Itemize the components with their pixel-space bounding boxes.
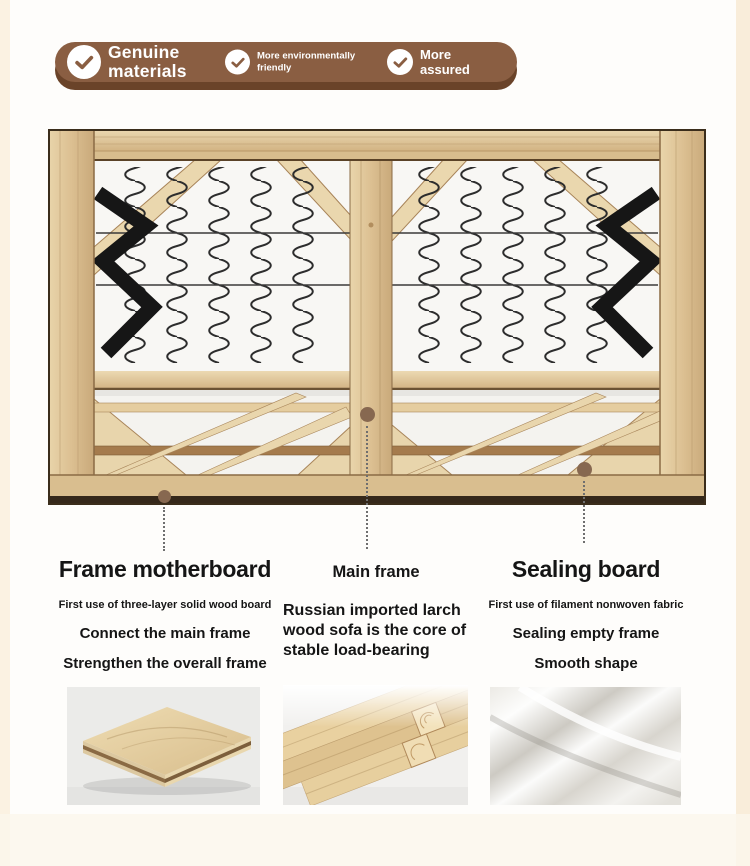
badge-more-assured [387,47,482,77]
marker-dot-main-frame [360,407,375,422]
section-point: Smooth shape [534,655,638,672]
footer-tint [0,814,750,866]
fabric-photo [490,687,681,805]
badge-genuine-materials [67,43,196,81]
section-point: Sealing empty frame [512,625,660,642]
check-icon [387,49,413,75]
section-description: Russian imported larch wood sofa is the core of stable load-bearing [283,602,467,659]
bottom-rail [48,475,706,505]
section-heading: Main frame [332,563,420,581]
sofa-frame-photo [48,129,706,505]
section-subheading: First use of filament nonwoven fabric [488,599,684,611]
section-point: Connect the main frame [79,625,251,642]
check-icon [225,50,250,75]
section-heading: Sealing board [511,556,661,582]
section-subheading: First use of three-layer solid wood board [58,599,272,611]
section-point: Strengthen the overall frame [63,655,267,672]
nonwoven-fabric [490,687,681,805]
leader-line-sealing-board [583,481,585,543]
leader-line-main-frame [366,426,368,549]
marker-dot-frame-motherboard [158,490,171,503]
feature-banner [55,42,517,82]
check-icon [67,45,101,79]
board-photo [67,687,260,805]
section-main-frame [283,556,469,661]
badge-label: More assured [420,47,470,77]
badge-label: More environmentally friendly [257,50,356,73]
section-heading: Frame motherboard [58,556,272,582]
top-rail [48,129,706,161]
badge-label: Genuine materials [108,42,187,81]
beams-photo [283,685,468,805]
marker-dot-sealing-board [577,462,592,477]
left-cream-border [0,0,10,866]
right-cream-border [736,0,750,866]
section-sealing-board [483,556,689,672]
section-frame-motherboard [55,556,275,672]
leader-line-frame-motherboard [163,507,165,551]
central-stile [350,139,392,505]
badge-environmentally-friendly [225,50,375,75]
